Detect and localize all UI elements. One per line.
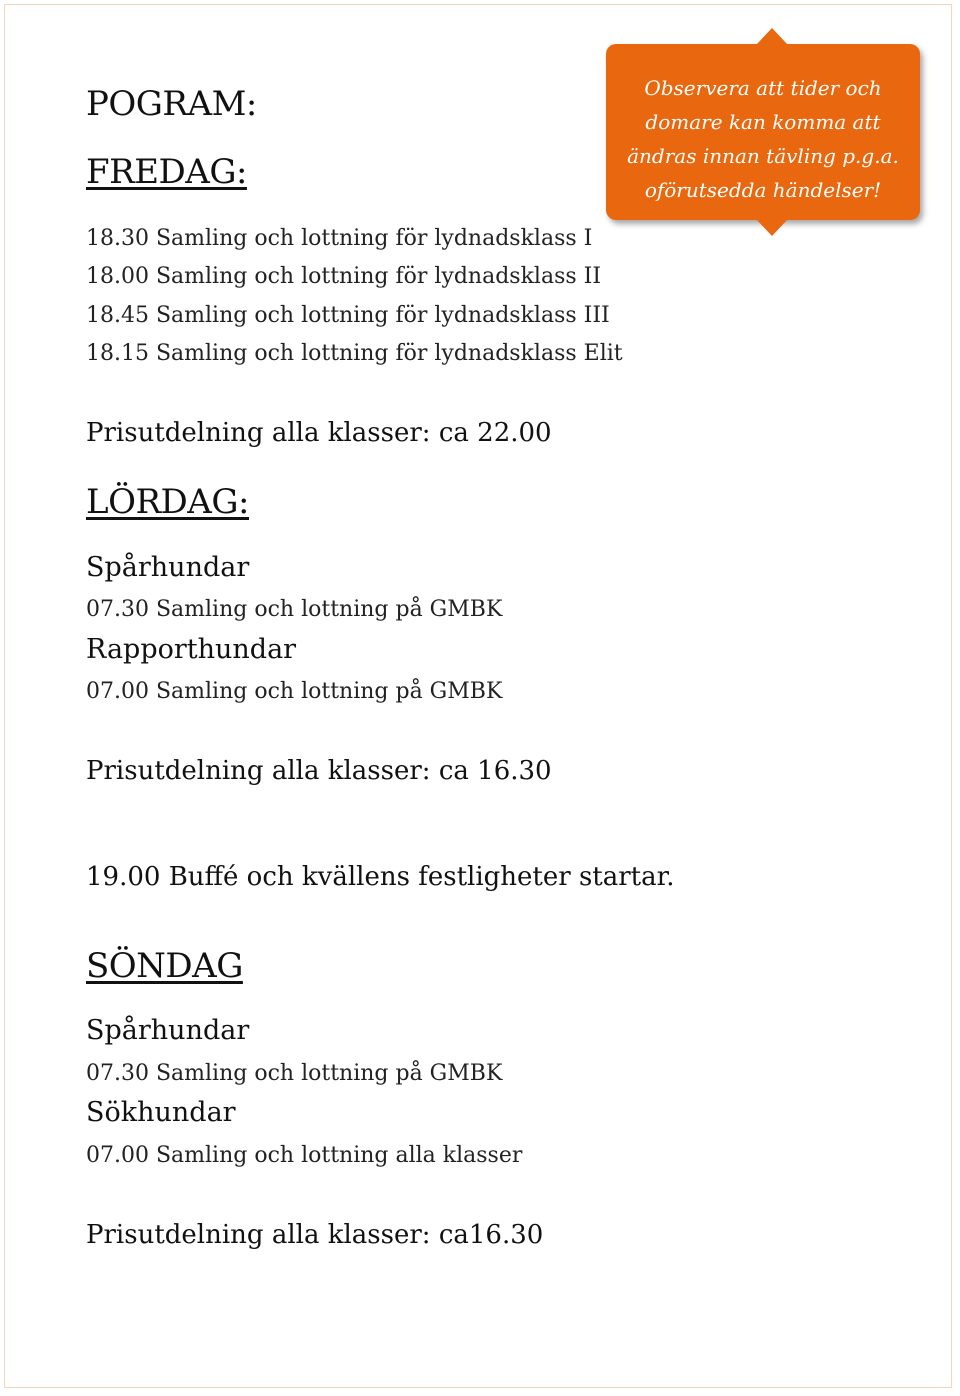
program-title: POGRAM: bbox=[86, 84, 257, 124]
sondag-prize: Prisutdelning alla klasser: ca16.30 bbox=[86, 1220, 544, 1250]
lordag-group-title: Spårhundar bbox=[86, 552, 250, 583]
lordag-prize: Prisutdelning alla klasser: ca 16.30 bbox=[86, 756, 552, 786]
fredag-item: 18.15 Samling och lottning för lydnadsklass Elit bbox=[86, 341, 623, 366]
notice-line: oförutsedda händelser! bbox=[644, 178, 882, 202]
fredag-item: 18.45 Samling och lottning för lydnadsklass III bbox=[86, 303, 610, 328]
fredag-item: 18.00 Samling och lottning för lydnadsklass II bbox=[86, 264, 602, 289]
sondag-group-item: 07.00 Samling och lottning alla klasser bbox=[86, 1143, 523, 1168]
sondag-group-title: Sökhundar bbox=[86, 1097, 236, 1128]
lordag-group-item: 07.00 Samling och lottning på GMBK bbox=[86, 679, 503, 704]
lordag-evening: 19.00 Buffé och kvällens festligheter startar. bbox=[86, 862, 675, 892]
sondag-heading: SÖNDAG bbox=[86, 946, 243, 986]
notice-line: ändras innan tävling p.g.a. bbox=[627, 144, 899, 168]
sondag-group-item: 07.30 Samling och lottning på GMBK bbox=[86, 1061, 503, 1086]
sondag-group-title: Spårhundar bbox=[86, 1015, 250, 1046]
notice-line: Observera att tider och bbox=[644, 76, 882, 100]
notice-line: domare kan komma att bbox=[645, 110, 881, 134]
fredag-heading: FREDAG: bbox=[86, 152, 247, 192]
fredag-prize: Prisutdelning alla klasser: ca 22.00 bbox=[86, 418, 552, 448]
notice-callout bbox=[606, 44, 920, 220]
lordag-group-item: 07.30 Samling och lottning på GMBK bbox=[86, 597, 503, 622]
fredag-item: 18.30 Samling och lottning för lydnadsklass I bbox=[86, 226, 593, 251]
lordag-heading: LÖRDAG: bbox=[86, 482, 249, 522]
lordag-group-title: Rapporthundar bbox=[86, 634, 297, 665]
